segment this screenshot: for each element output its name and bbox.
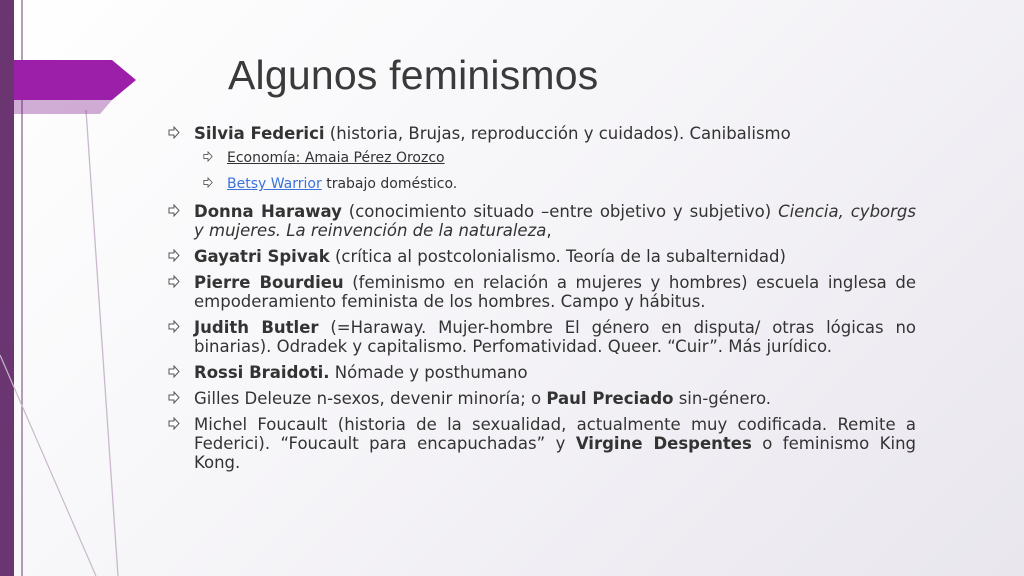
arrow-right-icon	[168, 275, 180, 288]
author-name: Virgine Despentes	[575, 434, 752, 453]
list-item	[166, 247, 916, 266]
arrow-right-icon	[168, 204, 180, 217]
book-title: Ciencia, cyborgs y mujeres. La reinvención de la naturaleza	[194, 202, 916, 240]
author-name: Silvia Federici	[194, 124, 325, 143]
arrow-right-icon	[203, 177, 213, 188]
arrow-right-icon	[168, 249, 180, 262]
arrow-right-icon	[203, 151, 213, 162]
list-item	[166, 389, 916, 408]
item-text-tail: sin-género.	[673, 389, 772, 408]
arrow-right-icon	[168, 365, 180, 378]
list-item	[166, 273, 916, 311]
item-text: (=Haraway. Mujer-hombre El género en disputa/ otras lógicas no binarias). Odradek y capitalismo. Perfomatividad. Queer. “Cuir”. Más jurídico.	[194, 318, 916, 356]
list-item	[166, 415, 916, 472]
arrow-shadow	[14, 100, 112, 114]
slide-title: Algunos feminismos	[228, 52, 599, 98]
list-item	[166, 318, 916, 356]
author-name: Donna Haraway	[194, 202, 342, 221]
bullet-list	[166, 124, 916, 479]
left-bar	[0, 0, 14, 576]
list-item	[166, 150, 916, 167]
arrow-right-icon	[168, 126, 180, 139]
title-arrow-tab	[14, 60, 136, 100]
subitem-text: trabajo doméstico.	[321, 176, 458, 192]
betsy-warrior-link[interactable]: Betsy Warrior	[227, 176, 322, 192]
subitem-text: Economía: Amaia Pérez Orozco	[227, 150, 445, 166]
list-item	[166, 124, 916, 143]
item-text: Nómade y posthumano	[329, 363, 528, 382]
thin-line-3	[0, 355, 96, 576]
list-item	[166, 363, 916, 382]
author-name: Paul Preciado	[546, 389, 674, 408]
item-text: Michel Foucault (historia de la sexualidad, actualmente muy codificada. Remite a Federici). “Foucault para encapuchadas” y	[194, 415, 916, 453]
item-text: (historia, Brujas, reproducción y cuidados). Canibalismo	[324, 124, 791, 143]
author-name: Rossi Braidoti.	[194, 363, 330, 382]
list-item	[166, 176, 916, 193]
item-text: (feminismo en relación a mujeres y hombres) escuela inglesa de empoderamiento feminista de los hombres. Campo y hábitus.	[194, 273, 916, 311]
item-text: (crítica al postcolonialismo. Teoría de la subalternidad)	[329, 247, 786, 266]
item-text: (conocimiento situado –entre objetivo y subjetivo)	[341, 202, 779, 221]
author-name: Judith Butler	[194, 318, 319, 337]
slide-decoration	[0, 0, 160, 576]
author-name: Gayatri Spivak	[194, 247, 330, 266]
list-item	[166, 202, 916, 240]
arrow-right-icon	[168, 320, 180, 333]
item-text-tail: o feminismo King Kong.	[194, 434, 917, 472]
item-text-tail: ,	[546, 221, 552, 240]
author-name: Pierre Bourdieu	[194, 273, 344, 292]
arrow-right-icon	[168, 391, 180, 404]
thin-line-2	[86, 110, 118, 576]
arrow-right-icon	[168, 417, 180, 430]
item-text: Gilles Deleuze n-sexos, devenir minoría; o	[194, 389, 547, 408]
